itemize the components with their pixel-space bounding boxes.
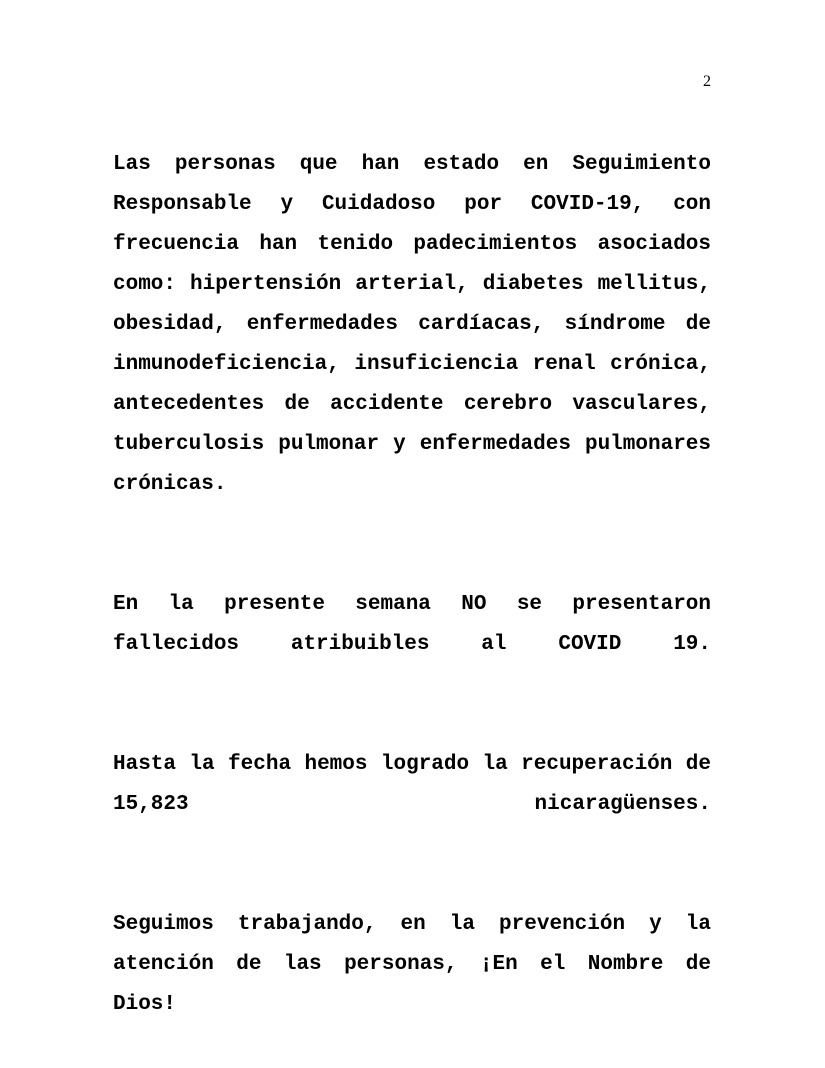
paragraph-no-deaths: En la presente semana NO se presentaron fallecidos atribuibles al COVID 19. [113, 593, 711, 656]
document-body [113, 145, 711, 1065]
page-number: 2 [703, 73, 711, 90]
paragraph-conditions: Las personas que han estado en Seguimiento Responsable y Cuidadoso por COVID-19, con frecuencia han tenido padecimientos asociados como: hipertensión arterial, diabetes mellitus, obesidad, enfermedades cardíacas, síndrome de inmunodeficiencia, insuficiencia renal crónica, antecedentes de accidente cerebro vasculares, tuberculosis pulmonar y enfermedades pulmonares crónicas. [113, 153, 711, 496]
paragraph-recoveries: Hasta la fecha hemos logrado la recuperación de 15,823 nicaragüenses. [113, 753, 711, 816]
paragraph-closing: Seguimos trabajando, en la prevención y la atención de las personas, ¡En el Nombre de Dios! [113, 913, 711, 1016]
